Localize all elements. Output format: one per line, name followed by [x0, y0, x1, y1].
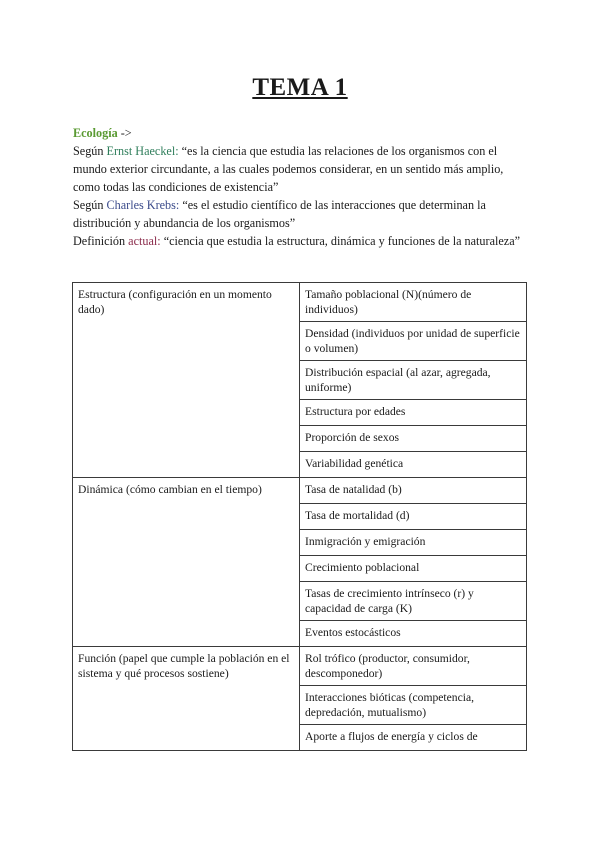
category-funcion: Función (papel que cumple la población en el sistema y qué procesos sostiene) — [73, 647, 300, 751]
table-cell: Distribución espacial (al azar, agregada, uniforme) — [300, 361, 527, 400]
table-cell: Eventos estocásticos — [300, 621, 527, 647]
table-cell: Densidad (individuos por unidad de superficie o volumen) — [300, 322, 527, 361]
intro-section — [73, 124, 529, 250]
krebs-quote: “es el estudio científico de las interacciones que determinan la distribución y abundancia de los organismos” — [73, 198, 486, 230]
table-cell: Crecimiento poblacional — [300, 556, 527, 582]
definition-actual — [73, 232, 529, 250]
actual-quote: “ciencia que estudia la estructura, dinámica y funciones de la naturaleza” — [160, 234, 521, 248]
actual-label: actual: — [128, 234, 161, 248]
table-cell: Rol trófico (productor, consumidor, descomponedor) — [300, 647, 527, 686]
segun-text: Según — [73, 144, 107, 158]
haeckel-quote: “es la ciencia que estudia las relaciones de los organismos con el mundo exterior circundante, a las cuales podemos considerar, en un sentido más amplio, como todas las condiciones de existencia” — [73, 144, 504, 194]
definition-krebs — [73, 196, 529, 232]
ecologia-heading — [73, 124, 529, 142]
definicion-text: Definición — [73, 234, 129, 248]
charles-krebs-name: Charles Krebs: — [106, 198, 180, 212]
page-title: TEMA 1 — [252, 74, 348, 101]
table-cell: Tasa de natalidad (b) — [300, 478, 527, 504]
segun-text: Según — [73, 198, 107, 212]
category-dinamica: Dinámica (cómo cambian en el tiempo) — [73, 478, 300, 647]
table-cell: Variabilidad genética — [300, 452, 527, 478]
category-estructura: Estructura (configuración en un momento dado) — [73, 283, 300, 478]
ecologia-label: Ecología — [73, 126, 118, 140]
table-cell: Interacciones bióticas (competencia, depredación, mutualismo) — [300, 686, 527, 725]
table-cell: Tamaño poblacional (N)(número de individuos) — [300, 283, 527, 322]
definition-haeckel — [73, 142, 529, 196]
table-cell: Aporte a flujos de energía y ciclos de — [300, 725, 527, 751]
table-cell: Tasas de crecimiento intrínseco (r) y capacidad de carga (K) — [300, 582, 527, 621]
ernst-haeckel-name: Ernst Haeckel: — [106, 144, 179, 158]
table-cell: Proporción de sexos — [300, 426, 527, 452]
table-cell: Inmigración y emigración — [300, 530, 527, 556]
population-attributes-table — [72, 282, 527, 751]
table-cell: Estructura por edades — [300, 400, 527, 426]
table-cell: Tasa de mortalidad (d) — [300, 504, 527, 530]
ecologia-arrow: -> — [117, 126, 132, 140]
